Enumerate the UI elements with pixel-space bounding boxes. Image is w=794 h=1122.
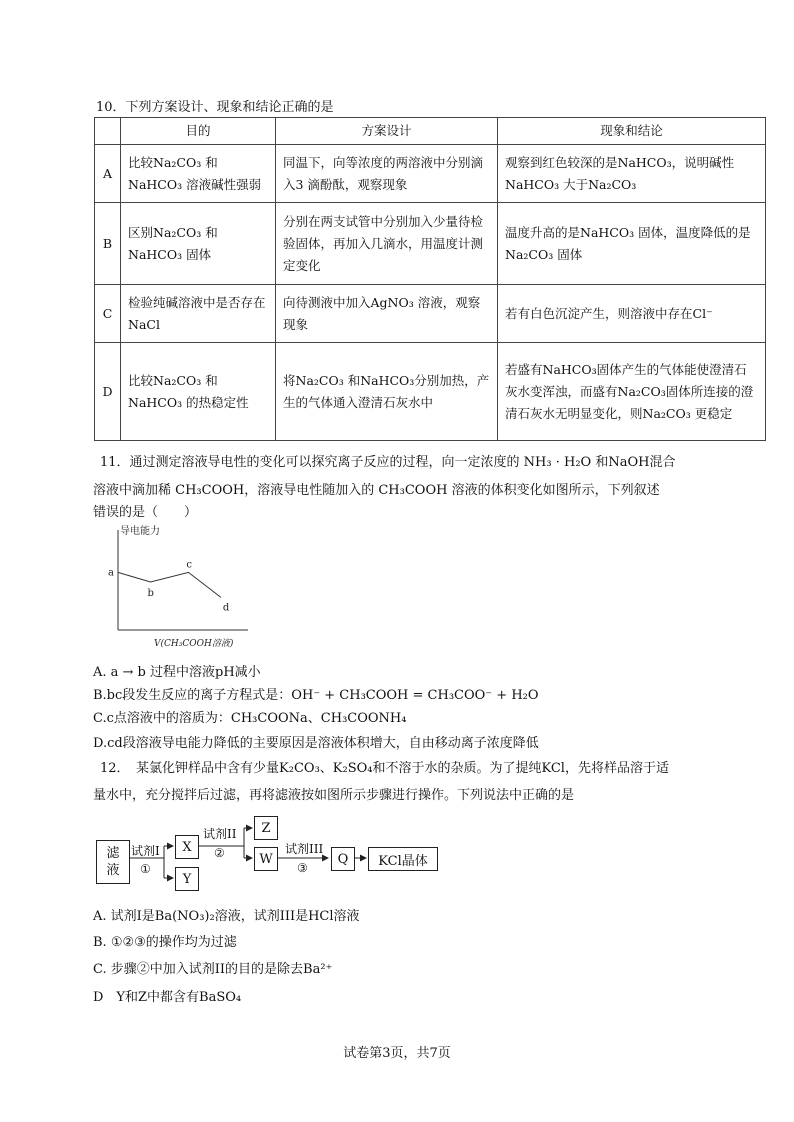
point-label-c: c [186, 559, 193, 571]
y-axis-label: 导电能力 [120, 526, 160, 537]
q12-option-a: A. 试剂I是Ba(NO₃)₂溶液，试剂III是HCl溶液 [93, 909, 360, 924]
header-result: 现象和结论 [498, 118, 766, 145]
q12-option-d: D Y和Z中都含有BaSO₄ [93, 990, 242, 1005]
q11-line1: 11．通过测定溶液导电性的变化可以探究离子反应的过程，向一定浓度的 NH₃ · H₂O 和NaOH混合 [100, 455, 676, 470]
q12-line1: 12． 某氯化钾样品中含有少量K₂CO₃、K₂SO₄和不溶于水的杂质。为了提纯KCl，先将样品溶于适 [100, 761, 669, 776]
result-cell: 温度升高的是NaHCO₃ 固体，温度降低的是Na₂CO₃ 固体 [498, 203, 766, 285]
reagent3-label: 试剂III [285, 842, 324, 856]
design-cell: 同温下，向等浓度的两溶液中分别滴入3 滴酚酞，观察现象 [276, 145, 498, 203]
step1-label: ① [140, 862, 151, 876]
point-label-d: d [222, 602, 230, 614]
design-cell: 将Na₂CO₃ 和NaHCO₃分别加热，产生的气体通入澄清石灰水中 [276, 343, 498, 441]
purpose-cell: 检验纯碱溶液中是否存在NaCl [121, 285, 276, 343]
box-q: Q [331, 847, 355, 871]
option-key: D [95, 343, 121, 441]
box-kcl-crystal: KCl晶体 [368, 847, 438, 871]
design-cell: 向待测液中加入AgNO₃ 溶液，观察现象 [276, 285, 498, 343]
box-w: W [254, 847, 278, 871]
step3-label: ③ [297, 861, 308, 875]
point-label-b: b [147, 588, 154, 599]
point-label-a: a [108, 567, 114, 579]
reagent1-label: 试剂I [131, 844, 160, 858]
q11-option-d: D.cd段溶液导电能力降低的主要原因是溶液体积增大，自由移动离子浓度降低 [93, 736, 539, 751]
q12-line2: 量水中，充分搅拌后过滤，再将滤液按如图所示步骤进行操作。下列说法中正确的是 [93, 788, 575, 803]
reagent2-label: 试剂II [203, 827, 237, 841]
purpose-cell: 区别Na₂CO₃ 和NaHCO₃ 固体 [121, 203, 276, 285]
header-design: 方案设计 [276, 118, 498, 145]
result-cell: 观察到红色较深的是NaHCO₃，说明碱性NaHCO₃ 大于Na₂CO₃ [498, 145, 766, 203]
box-x: X [175, 835, 199, 859]
filtrate-label-2: 液 [106, 863, 120, 878]
purpose-cell: 比较Na₂CO₃ 和NaHCO₃ 溶液碱性强弱 [121, 145, 276, 203]
design-cell: 分别在两支试管中分别加入少量待检验固体，再加入几滴水，用温度计测定变化 [276, 203, 498, 285]
page-footer: 试卷第3页，共7页 [343, 1046, 451, 1061]
q10-title: 10．下列方案设计、现象和结论正确的是 [96, 100, 334, 115]
option-key: A [95, 145, 121, 203]
header-purpose: 目的 [121, 118, 276, 145]
q11-line2: 溶液中滴加稀 CH₃COOH，溶液导电性随加入的 CH₃COOH 溶液的体积变化如图所示，下列叙述 [93, 483, 660, 498]
option-key: B [95, 203, 121, 285]
q11-option-b: B.bc段发生反应的离子方程式是：OH⁻ + CH₃COOH = CH₃COO⁻ + H₂O [93, 688, 539, 703]
q12-option-b: B. ①②③的操作均为过滤 [93, 935, 237, 950]
step2-label: ② [214, 846, 225, 860]
q11-line3: 错误的是（ ） [93, 505, 198, 520]
box-y: Y [175, 867, 199, 891]
result-cell: 若有白色沉淀产生，则溶液中存在Cl⁻ [498, 285, 766, 343]
result-cell: 若盛有NaHCO₃固体产生的气体能使澄清石灰水变浑浊，而盛有Na₂CO₃固体所连接的澄清石灰水无明显变化，则Na₂CO₃ 更稳定 [498, 343, 766, 441]
box-z: Z [254, 816, 278, 840]
q11-option-c: C.c点溶液中的溶质为：CH₃COONa、CH₃COONH₄ [93, 711, 407, 726]
filtrate-label-1: 滤 [106, 846, 120, 861]
q12-option-c: C. 步骤②中加入试剂II的目的是除去Ba²⁺ [93, 962, 333, 977]
filtrate-box [96, 840, 130, 884]
purpose-cell: 比较Na₂CO₃ 和NaHCO₃ 的热稳定性 [121, 343, 276, 441]
q11-option-a: A. a → b 过程中溶液pH减小 [93, 665, 261, 680]
option-key: C [95, 285, 121, 343]
x-axis-label: V(CH₃COOH溶液) [154, 639, 234, 649]
